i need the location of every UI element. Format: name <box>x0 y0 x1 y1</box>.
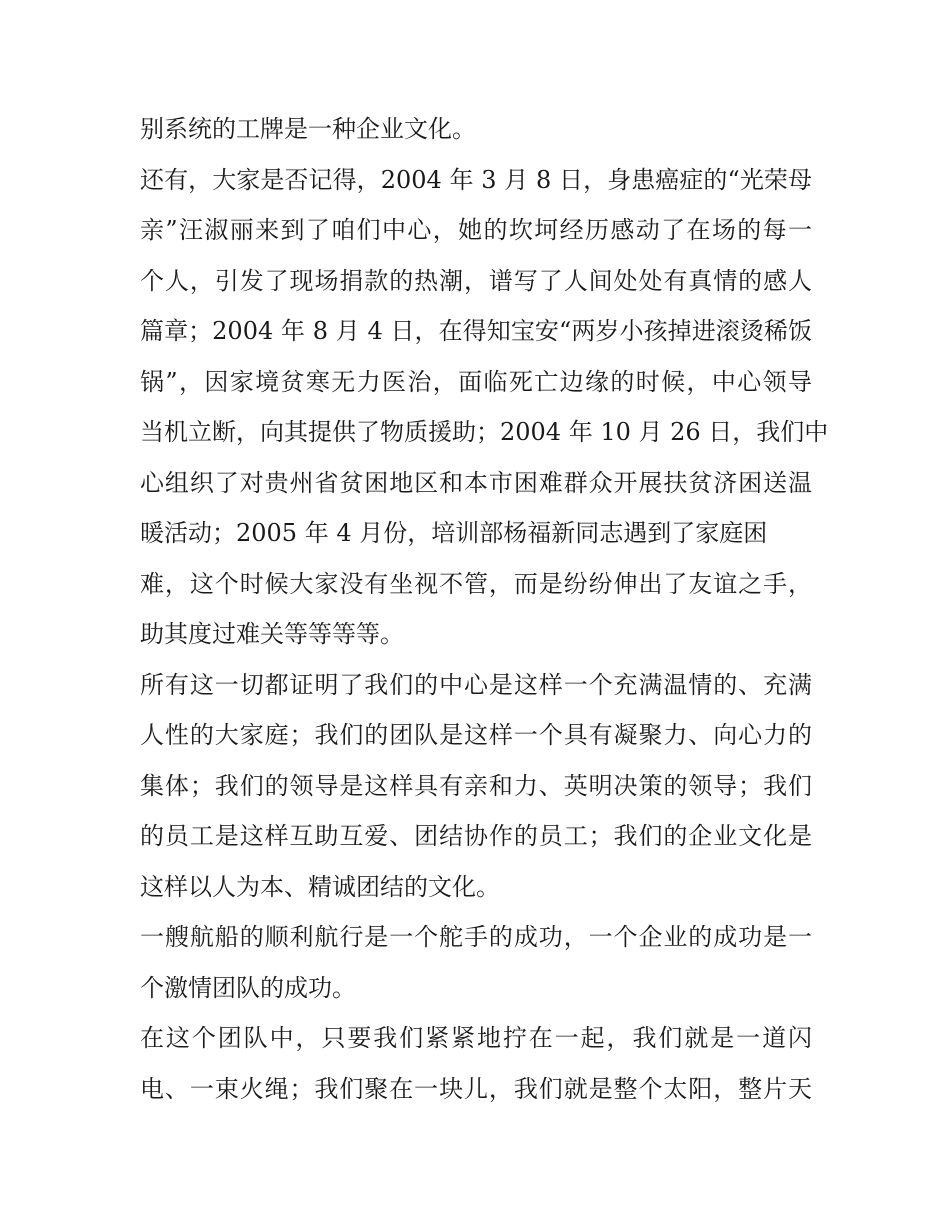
text-line: 所有这一切都证明了我们的中心是这样一个充满温情的、充满 <box>140 670 812 699</box>
text-line: 人性的大家庭；我们的团队是这样一个具有凝聚力、向心力的 <box>140 721 812 749</box>
text-line: 当机立断，向其提供了物质援助；2004 年 10 月 26 日，我们中 <box>140 418 829 446</box>
text-line: 还有，大家是否记得，2004 年 3 月 8 日，身患癌症的“光荣母 <box>140 165 812 194</box>
text-line: 集体；我们的领导是这样具有亲和力、英明决策的领导；我们 <box>140 771 812 800</box>
document-body <box>140 104 829 1114</box>
text-line: 别系统的工牌是一种企业文化。 <box>140 115 476 143</box>
text-line: 暖活动；2005 年 4 月份，培训部杨福新同志遇到了家庭困 <box>140 519 768 547</box>
paragraph-5 <box>140 1013 812 1114</box>
text-line: 的员工是这样互助互爱、团结协作的员工；我们的企业文化是 <box>140 822 812 850</box>
text-line: 助其度过难关等等等等。 <box>140 620 404 648</box>
paragraph-1 <box>140 104 812 155</box>
text-line: 电、一束火绳；我们聚在一块儿，我们就是整个太阳，整片天 <box>140 1074 812 1103</box>
text-line: 心组织了对贵州省贫困地区和本市困难群众开展扶贫济困送温 <box>140 468 812 497</box>
paragraph-2 <box>140 155 829 660</box>
text-line: 个激情团队的成功。 <box>140 973 356 1002</box>
paragraph-4 <box>140 912 812 1013</box>
text-line: 篇章；2004 年 8 月 4 日，在得知宝安“两岁小孩掉进滚烫稀饭 <box>140 317 812 345</box>
text-line: 在这个团队中，只要我们紧紧地拧在一起，我们就是一道闪 <box>140 1024 812 1052</box>
text-line: 锅”，因家境贫寒无力医治，面临死亡边缘的时候，中心领导 <box>140 367 812 396</box>
paragraph-3 <box>140 660 812 913</box>
text-line: 这样以人为本、精诚团结的文化。 <box>140 872 500 901</box>
text-line: 亲”汪淑丽来到了咱们中心，她的坎坷经历感动了在场的每一 <box>140 216 812 244</box>
text-line: 难，这个时候大家没有坐视不管，而是纷纷伸出了友谊之手， <box>140 569 812 598</box>
text-line: 一艘航船的顺利航行是一个舵手的成功，一个企业的成功是一 <box>140 923 812 951</box>
text-line: 个人，引发了现场捐款的热潮，谱写了人间处处有真情的感人 <box>140 266 812 295</box>
